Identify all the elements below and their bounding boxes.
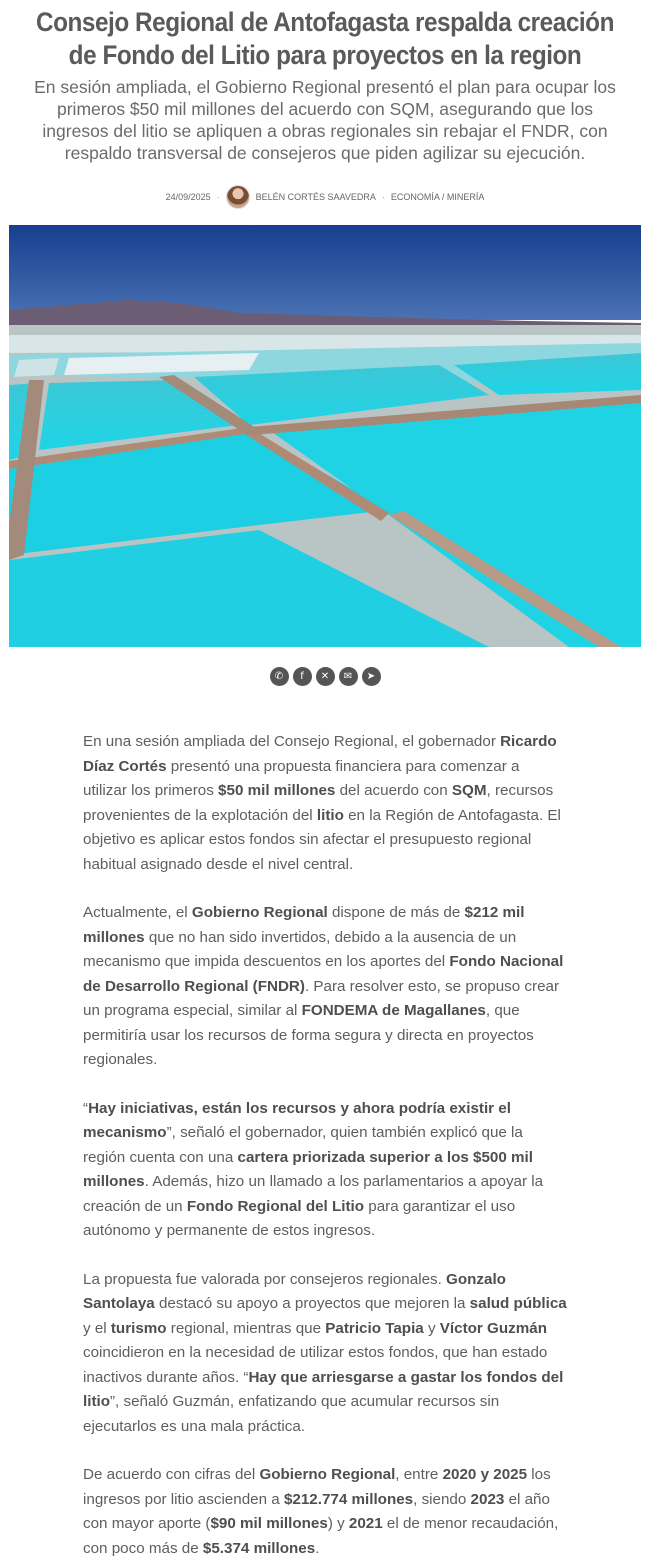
text-run: del acuerdo con [335,782,452,799]
article-date: 24/09/2025 [165,192,211,202]
text-run: en la Región de Antofagasta. El objetivo es aplicar estos fondos sin afectar el presupuesto regional habitual asignado desde el nivel central. [83,806,561,873]
text-run: el de menor recaudación, con poco más de [83,1515,559,1557]
bold-text: $90 mil millones [210,1515,328,1532]
bold-text: 2020 y 2025 [442,1466,528,1483]
article-paragraph [83,1268,567,1440]
text-run: que no han sido invertidos, debido a la ausencia de un mecanismo que impida descuentos en los aportes del [83,928,517,970]
bold-text: Patricio Tapia [325,1319,424,1337]
text-run: para garantizar el uso autónomo y permanente de estos ingresos. [83,1197,516,1239]
x-icon[interactable]: ✕ [316,667,335,686]
article-paragraph [83,730,567,877]
facebook-icon[interactable]: f [293,667,312,686]
text-run: presentó una propuesta financiera para comenzar a utilizar los primeros [83,757,520,799]
bold-text: Hay iniciativas, están los recursos y ahora podría existir el mecanismo [83,1099,511,1141]
text-run: . Para resolver esto, se propuso crear un programa especial, similar al [83,977,560,1019]
bold-text: 2021 [348,1515,383,1532]
text-run: el año con mayor aporte ( [83,1490,550,1532]
text-run: ) y [327,1515,349,1532]
article-paragraph [83,1463,567,1561]
bold-text: Gobierno Regional [191,904,328,921]
text-run: De acuerdo con cifras del [83,1466,260,1483]
text-run: y [423,1319,440,1337]
bold-text: $212 mil millones [83,904,525,946]
text-run: , entre [395,1466,443,1483]
article-meta [0,184,650,210]
text-run: coincidieron en la necesidad de utilizar estos fondos, que han estado inactivos durante años. “ [83,1344,548,1386]
bold-text: Ricardo Díaz Cortés [83,733,557,775]
bold-text: salud pública [469,1295,567,1312]
bold-text: litio [316,806,344,824]
text-run: , recursos provenientes de la explotación del [83,782,554,824]
article-paragraph [83,1097,567,1244]
text-run: En una sesión ampliada del Consejo Regional, el gobernador [83,733,501,750]
text-run: ”, señaló el gobernador, quien también explicó que la región cuenta con una [83,1124,523,1166]
text-run: y el [83,1319,111,1337]
article-page [0,6,650,1561]
author-avatar[interactable] [226,185,250,209]
bold-text: cartera priorizada superior a los $500 mil millones [83,1148,533,1190]
text-run: regional, mientras que [166,1319,326,1337]
meta-separator: · [216,192,220,202]
bold-text: Gobierno Regional [259,1466,396,1483]
lithium-ponds-illustration [9,225,641,647]
bold-text: turismo [110,1319,167,1337]
hero-image-salt-flats [9,225,641,647]
article-title: Consejo Regional de Antofagasta respalda creación de Fondo del Litio para proyectos en la region [36,7,614,70]
text-run: . Además, hizo un llamado a los parlamentarios a apoyar la creación de un [83,1173,544,1215]
text-run: ”, señaló Guzmán, enfatizando que acumular recursos sin ejecutarlos es una mala práctica. [83,1393,500,1435]
bold-text: $50 mil millones [218,782,336,799]
article-body [83,730,567,1561]
text-run: “ [83,1099,89,1117]
meta-separator: · [381,192,385,202]
text-run: Actualmente, el [83,904,192,921]
bold-text: Gonzalo Santolaya [83,1270,506,1312]
bold-text: $5.374 millones [202,1539,316,1557]
telegram-icon[interactable]: ➤ [362,667,381,686]
text-run: . [315,1539,320,1557]
article-lede: En sesión ampliada, el Gobierno Regional presentó el plan para ocupar los primeros $50 mil millones del acuerdo con SQM, asegurando que los ingresos del litio se apliquen a obras regionales sin rebajar el FNDR, con respaldo transversal de consejeros que piden agilizar su ejecución. [34,77,616,163]
bold-text: $212.774 millones [283,1490,414,1508]
whatsapp-icon[interactable]: ✆ [270,667,289,686]
share-bar [0,667,650,686]
text-run: los ingresos por litio ascienden a [83,1466,551,1508]
text-run: destacó su apoyo a proyectos que mejoren la [154,1295,470,1312]
bold-text: Fondo Nacional de Desarrollo Regional (FNDR) [83,953,564,995]
article-author[interactable]: BELÉN CORTÉS SAAVEDRA [255,192,376,202]
bold-text: Fondo Regional del Litio [186,1197,365,1215]
email-icon[interactable]: ✉ [339,667,358,686]
text-run: , siendo [413,1490,471,1508]
text-run: La propuesta fue valorada por consejeros regionales. [83,1270,447,1288]
text-run: dispone de más de [327,904,465,921]
article-category[interactable]: ECONOMÍA / MINERÍA [390,192,485,202]
bold-text: 2023 [470,1490,505,1508]
text-run: , que permitiría usar los recursos de forma segura y directa en proyectos regionales. [83,1002,534,1068]
bold-text: Hay que arriesgarse a gastar los fondos del litio [83,1368,564,1410]
article-paragraph [83,901,567,1073]
bold-text: Víctor Guzmán [439,1319,547,1337]
bold-text: SQM [451,782,487,799]
bold-text: FONDEMA de Magallanes [301,1002,486,1019]
